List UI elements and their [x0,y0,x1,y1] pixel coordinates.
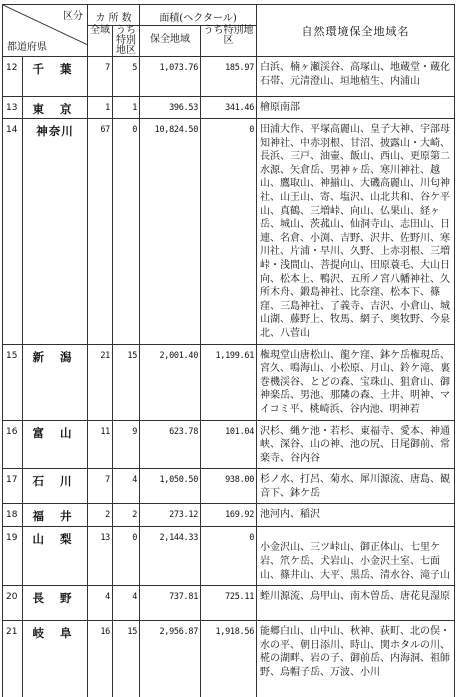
table-row [3,97,455,119]
area-special-header: うち特別地区 [201,26,257,57]
prefecture-name: 山 梨 [23,527,88,586]
prefecture-name: 千 葉 [23,57,88,97]
count-special-header: うち特別地区 [113,26,140,57]
count-special: 2 [113,504,140,527]
area-header: 面積(ヘクタール) [140,5,257,26]
row-number: 15 [3,344,23,420]
count-special: 4 [113,469,140,504]
count-special: 0 [113,119,140,345]
area-total: 2,956.87 [140,621,201,697]
table-row [3,119,455,345]
count-special: 0 [113,527,140,586]
row-number: 17 [3,469,23,504]
count-special: 15 [113,621,140,697]
table-row [3,469,455,504]
area-names: 能郷白山、山中山、秋神、荻町、北の俣・水の平、朝日添川、時山、関ホタルの川、椛の湖畔、岩の子、御前岳、内海洞、祖師野、烏帽子岳、万波、小川 [257,621,455,697]
count-total: 13 [88,527,113,586]
count-special: 9 [113,420,140,469]
table-row [3,527,455,586]
area-total: 623.78 [140,420,201,469]
area-special: 185.97 [201,57,257,97]
count-total: 67 [88,119,113,345]
area-names: 田浦大作、平塚高麗山、皇子大神、宇部母知神社、中赤羽根、甘沼、披露山・大崎、長浜、三戸、油壷、飯山、西山、更原第二水源、矢倉岳、男神ヶ岳、寒川神社、越山、鷹取山、神揃山、大磯高麗山、川匂神社、山王山、寄、塩沢、山北共和、谷ケ平山、真鶴、三増峠、向山、仏果山、経ヶ岳、城山、茨菰山、仙洞寺山、志田山、日連、名倉、小渕、吉野、沢井、佐野川、寒川社、片浦・早川、久野、上赤羽根、三増峠・浅間山、菩提向山、田原蓑毛、大山日向、松本上、鴨沢、五所ノ宮八幡神社、久所木舟、鍛島神社、比奈窪、松本下、篠窪、三島神社、了義寺、吉沢、小倉山、城山湖、藤野上、牧馬、網子、奥牧野、今泉北、八菅山 [257,119,455,345]
count-total: 4 [88,586,113,621]
prefecture-name: 神奈川 [23,119,88,345]
area-total: 2,144.33 [140,527,201,586]
region-label: 区分 [63,11,83,22]
count-total: 11 [88,420,113,469]
area-total-header: 保全地域 [140,26,201,57]
count-special: 1 [113,97,140,119]
area-names: 小金沢山、三ツ峠山、御正体山、七里ケ岩、笊ケ岳、犬岩山、小金沢土室、七面山、篠井山、大平、黒岳、清水谷、滝子山 [257,527,455,586]
prefecture-name: 新 潟 [23,344,88,420]
count-total-header: 全域 [88,26,113,57]
prefecture-name: 岐 阜 [23,621,88,697]
area-total: 2,001.40 [140,344,201,420]
area-names: 池河内、稲沢 [257,504,455,527]
area-names: 沢杉、縄ケ池・若杉、東福寺、愛本、神通峡、深谷、山の神、池の尻、日尾御前、常楽寺、谷内谷 [257,420,455,469]
prefecture-label: 都道府県 [7,42,47,53]
table-row [3,621,455,697]
area-special: 1,199.61 [201,344,257,420]
area-total: 1,050.50 [140,469,201,504]
header-corner-cell [3,5,88,57]
row-number: 14 [3,119,23,345]
count-total: 7 [88,57,113,97]
count-special: 4 [113,586,140,621]
area-special: 169.92 [201,504,257,527]
area-special: 1,918.56 [201,621,257,697]
row-number: 12 [3,57,23,97]
count-header: カ 所 数 [88,5,140,26]
row-number: 20 [3,586,23,621]
count-total: 7 [88,469,113,504]
count-total: 2 [88,504,113,527]
count-total: 16 [88,621,113,697]
area-special: 101.04 [201,420,257,469]
row-number: 19 [3,527,23,586]
prefecture-name: 長 野 [23,586,88,621]
table-row [3,504,455,527]
prefecture-name: 福 井 [23,504,88,527]
row-number: 13 [3,97,23,119]
area-total: 10,824.50 [140,119,201,345]
table-row [3,344,455,420]
row-number: 16 [3,420,23,469]
area-special: 938.00 [201,469,257,504]
area-names: 蛭川源流、烏甲山、南木曽岳、唐花見湿原 [257,586,455,621]
count-total: 1 [88,97,113,119]
area-total: 1,073.76 [140,57,201,97]
count-total: 21 [88,344,113,420]
header-row-top [3,5,455,26]
count-special: 15 [113,344,140,420]
area-names: 権現堂山唐松山、龍ケ窪、鉢ケ岳権現岳、宮久、鳴海山、小松原、月山、鈴ケ滝、裏巻機渓谷、とどの森、宝珠山、狙倉山、御神楽岳、男池、那隣の森、土井、明神、マイコミ平、桃崎浜、谷内池、明神若 [257,344,455,420]
table-row [3,586,455,621]
area-special: 0 [201,119,257,345]
area-names: 檜原南部 [257,97,455,119]
count-special: 5 [113,57,140,97]
area-total: 396.53 [140,97,201,119]
table-row [3,420,455,469]
area-special: 341.46 [201,97,257,119]
area-total: 273.12 [140,504,201,527]
prefecture-name: 石 川 [23,469,88,504]
row-number: 21 [3,621,23,697]
area-names: 杉ノ水、打呂、菊水、犀川源流、唐島、観音下、鉢ケ岳 [257,469,455,504]
table-row [3,57,455,97]
conservation-area-table [2,4,455,697]
area-special: 725.11 [201,586,257,621]
area-names: 白浜、楠ヶ瀬渓谷、高塚山、地蔵堂・蔵化石帯、元清澄山、垣地植生、内浦山 [257,57,455,97]
area-total: 737.81 [140,586,201,621]
prefecture-name: 富 山 [23,420,88,469]
prefecture-name: 東 京 [23,97,88,119]
names-header: 自然環境保全地域名 [257,5,455,57]
area-special: 0 [201,527,257,586]
row-number: 18 [3,504,23,527]
